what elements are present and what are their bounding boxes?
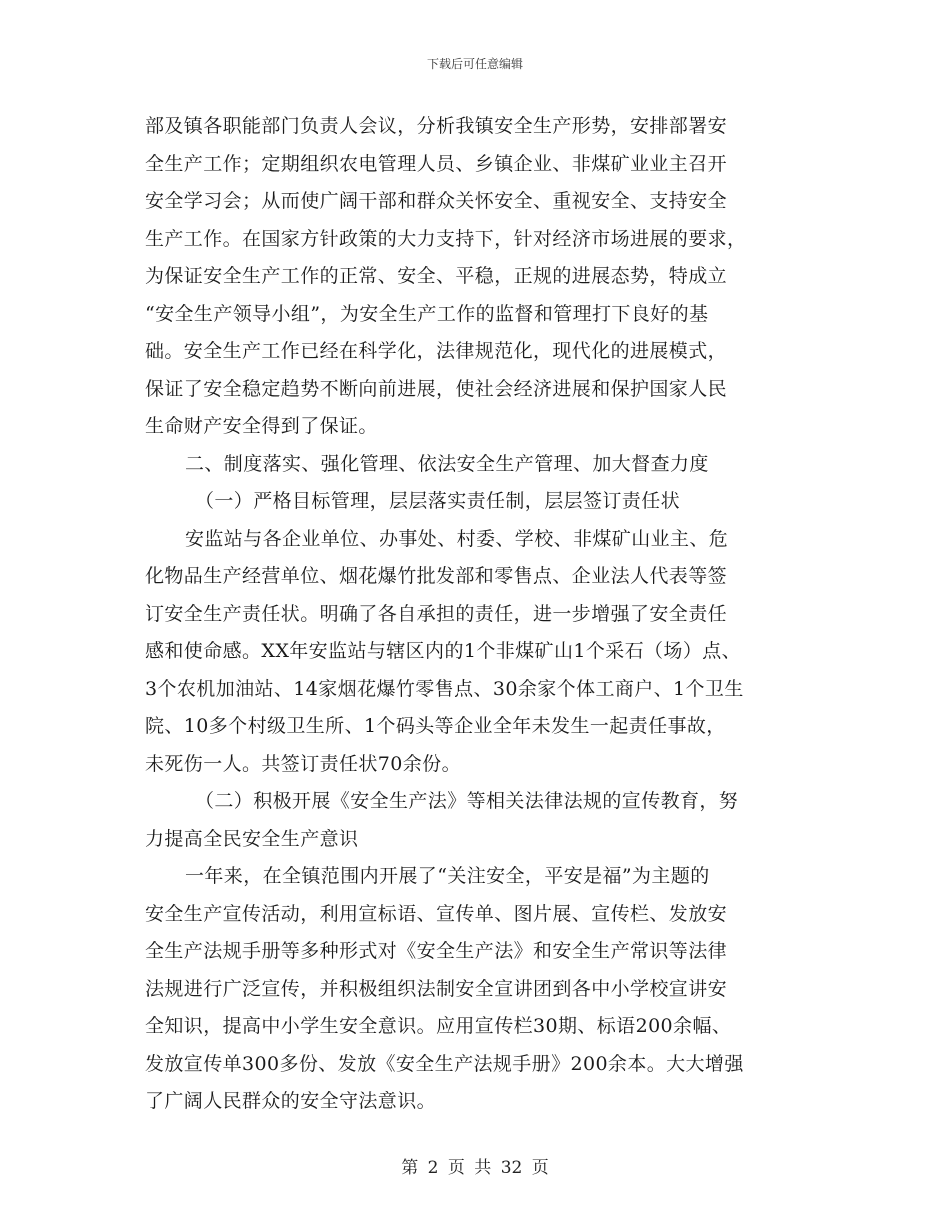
text-line: 全生产工作；定期组织农电管理人员、乡镇企业、非煤矿业业主召开 — [145, 152, 728, 175]
text-line: 了广阔人民群众的安全守法意识。 — [145, 1090, 437, 1112]
text-line: 生命财产安全得到了保证。 — [145, 415, 378, 437]
text-line: 一年来，在全镇范围内开展了“关注安全，平安是福”为主题的 — [185, 865, 710, 887]
text-line: 生产工作。在国家方针政策的大力支持下，针对经济市场进展的要求， — [145, 227, 747, 250]
text-line: 感和使命感。XX年安监站与辖区内的1个非煤矿山1个采石（场）点、 — [145, 640, 742, 662]
text-line: 3个农机加油站、14家烟花爆竹零售点、30余家个体工商户、1个卫生 — [145, 677, 744, 700]
page-number-footer: 第 2 页 共 32 页 — [401, 1158, 549, 1178]
text-line: 全生产法规手册等多种形式对《安全生产法》和安全生产常识等法律 — [145, 940, 728, 962]
section-heading: 二、制度落实、强化管理、依法安全生产管理、加大督查力度 — [185, 452, 709, 475]
text-line: 安监站与各企业单位、办事处、村委、学校、非煤矿山业主、危 — [185, 527, 729, 550]
text-line: 安全生产宣传活动，利用宣标语、宣传单、图片展、宣传栏、发放安 — [145, 902, 728, 925]
text-line: 未死伤一人。共签订责任状70余份。 — [145, 752, 461, 775]
text-line: 全知识，提高中小学生安全意识。应用宣传栏30期、标语200余幅、 — [145, 1015, 732, 1037]
text-line: 发放宣传单300多份、发放《安全生产法规手册》200余本。大大增强 — [145, 1052, 744, 1075]
text-line: 部及镇各职能部门负责人会议，分析我镇安全生产形势，安排部署安 — [145, 115, 728, 137]
subsection-heading-cont: 力提高全民安全生产意识 — [145, 827, 359, 850]
text-line: 础。安全生产工作已经在科学化，法律规范化，现代化的进展模式， — [145, 340, 728, 362]
document-body — [145, 108, 810, 1121]
text-line: 院、10多个村级卫生所、1个码头等企业全年未发生一起责任事故， — [145, 715, 726, 737]
subsection-heading: （二）积极开展《安全生产法》等相关法律法规的宣传教育，努 — [195, 790, 739, 812]
text-line: 保证了安全稳定趋势不断向前进展，使社会经济进展和保护国家人民 — [145, 377, 728, 400]
text-line: 法规进行广泛宣传，并积极组织法制安全宣讲团到各中小学校宣讲安 — [145, 977, 728, 1000]
text-line: 订安全生产责任状。明确了各自承担的责任，进一步增强了安全责任 — [145, 602, 728, 625]
text-line: “安全生产领导小组”，为安全生产工作的监督和管理打下良好的基 — [145, 302, 709, 325]
subsection-heading: （一）严格目标管理，层层落实责任制，层层签订责任状 — [195, 490, 681, 512]
text-line: 安全学习会；从而使广阔干部和群众关怀安全、重视安全、支持安全 — [145, 190, 728, 212]
page-header: 下载后可任意编辑 — [426, 57, 523, 71]
text-line: 为保证安全生产工作的正常、安全、平稳，正规的进展态势，特成立 — [145, 265, 728, 287]
text-line: 化物品生产经营单位、烟花爆竹批发部和零售点、企业法人代表等签 — [145, 565, 728, 587]
